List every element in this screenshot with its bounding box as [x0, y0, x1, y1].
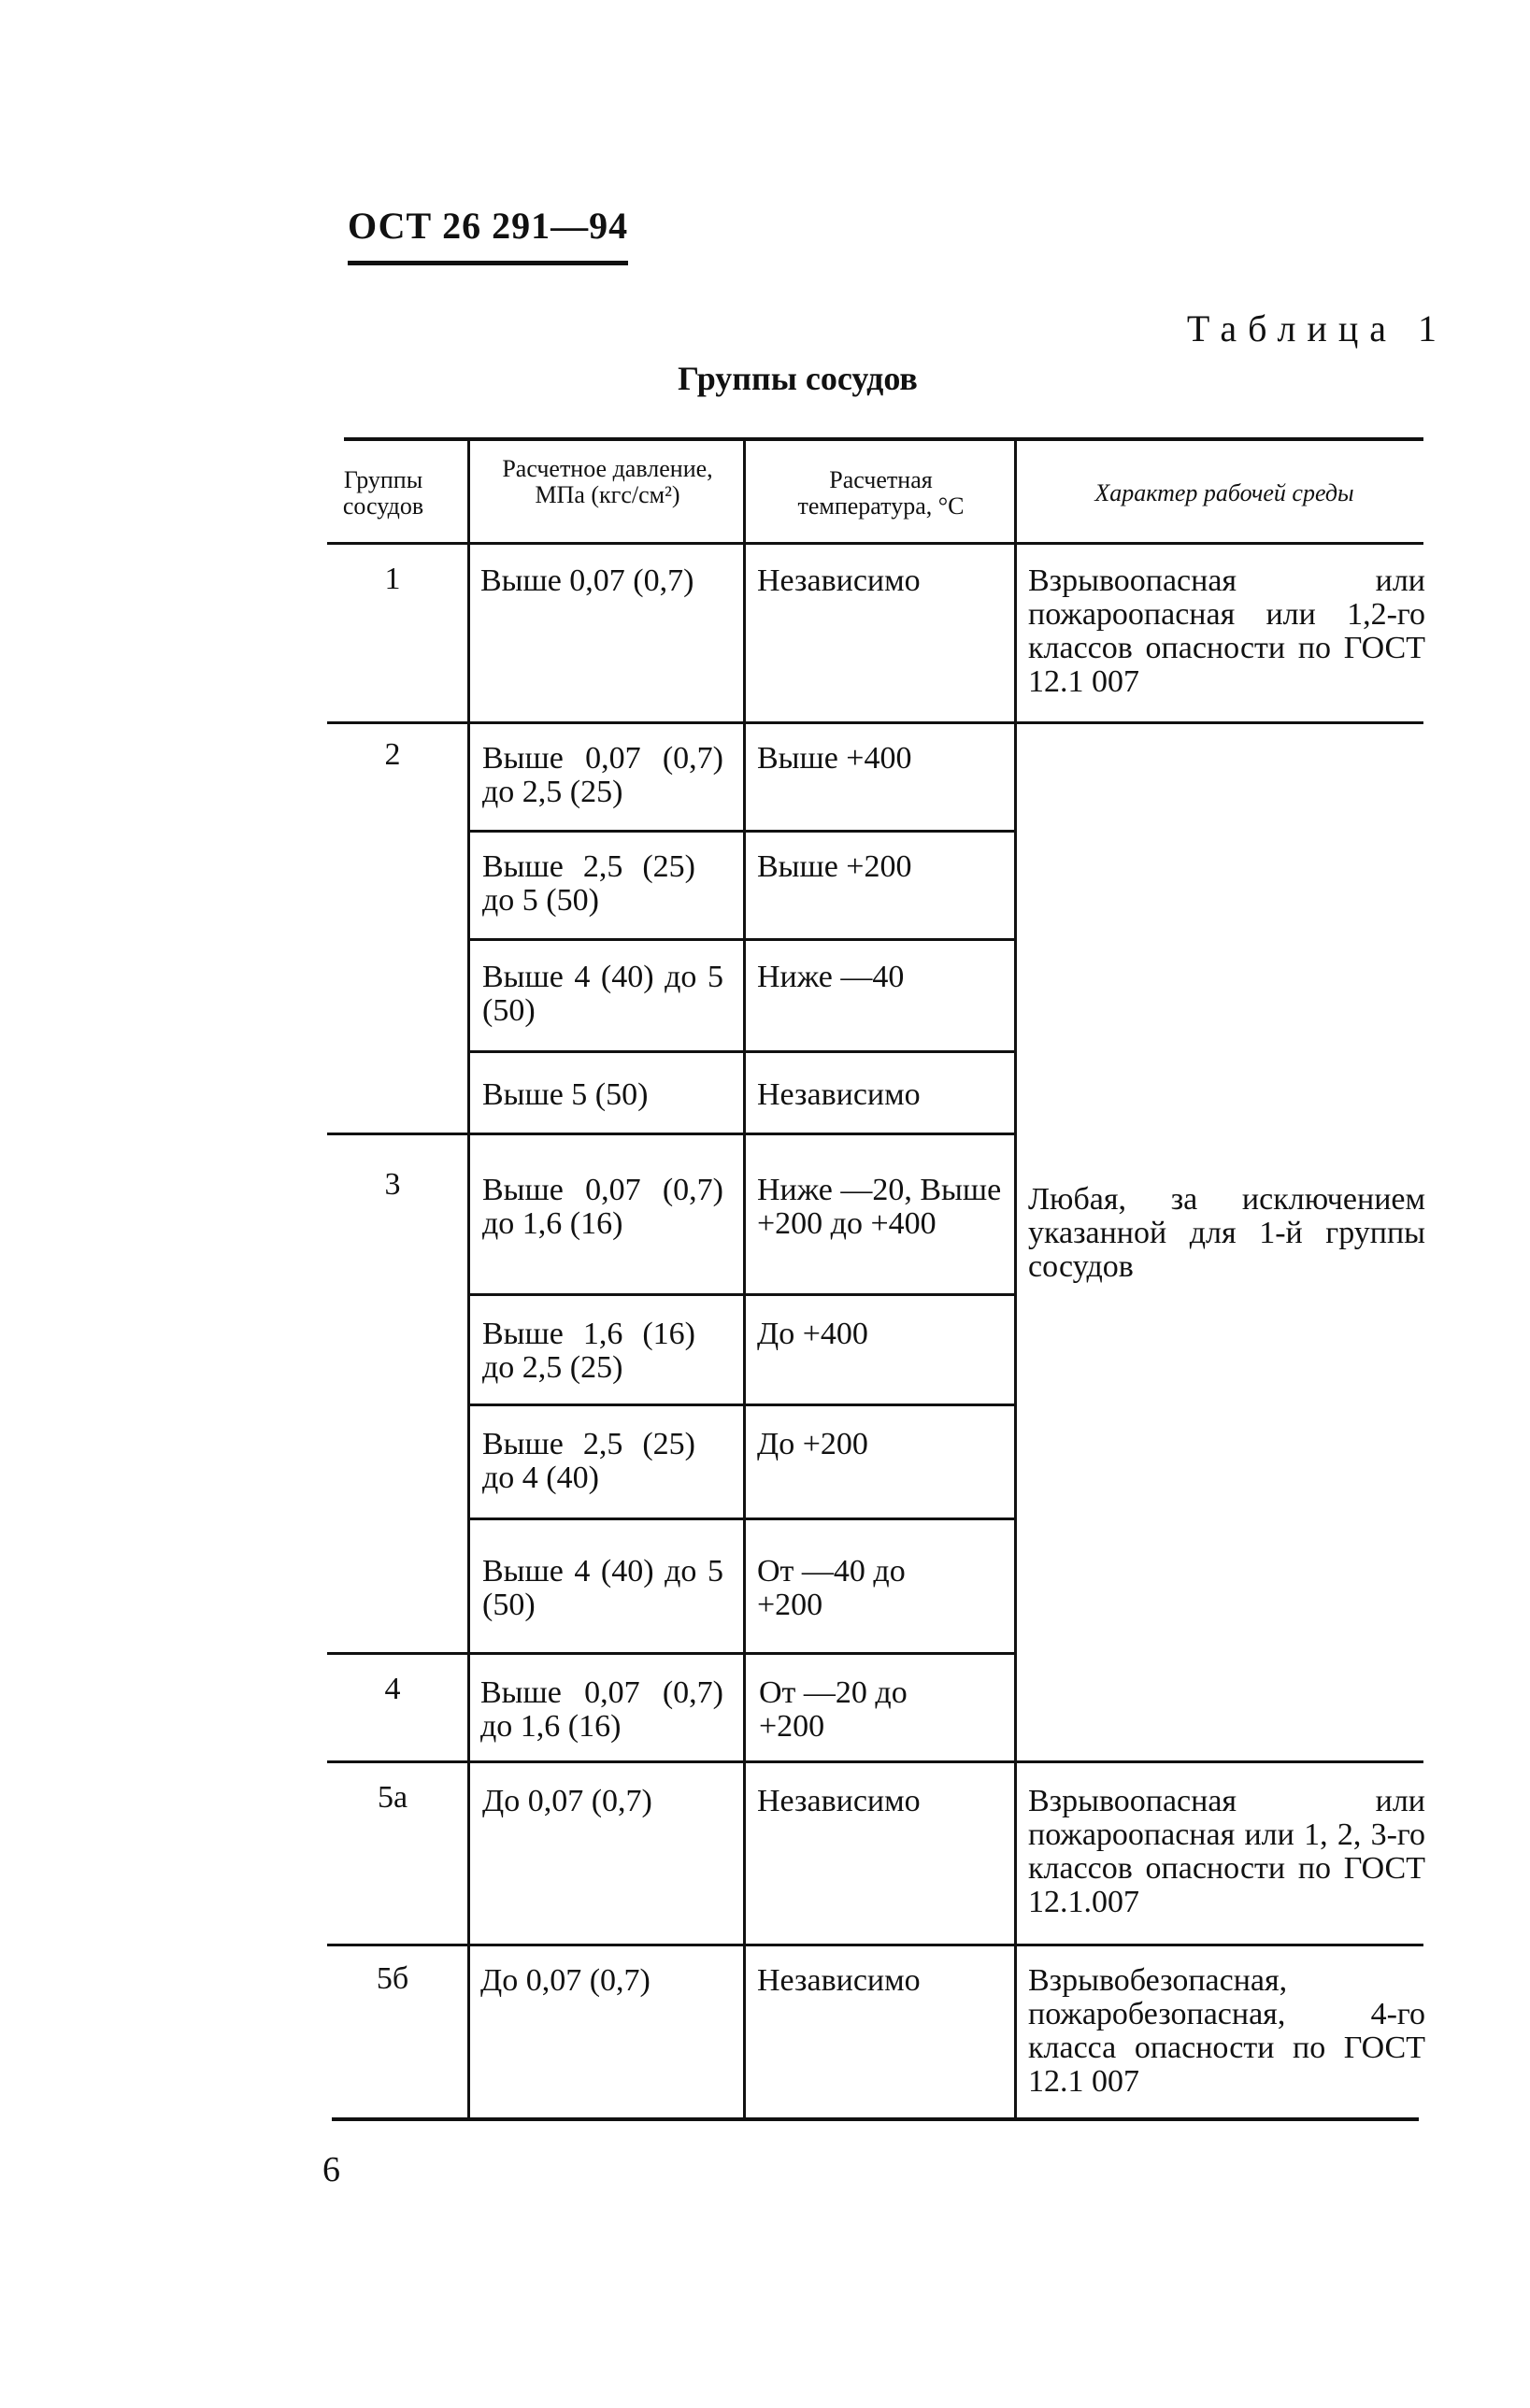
- column-divider: [743, 439, 746, 2117]
- pressure-cell: Выше 1,6 (16) до 2,5 (25): [482, 1317, 695, 1385]
- temperature-cell: Независимо: [757, 563, 921, 598]
- group-number: 5а: [377, 1780, 408, 1815]
- pressure-cell: Выше 0,07 (0,7) до 1,6 (16): [482, 1173, 723, 1241]
- pressure-cell: До 0,07 (0,7): [480, 1963, 651, 1998]
- row-divider: [467, 1403, 1014, 1406]
- temperature-cell: Выше +200: [757, 849, 912, 884]
- medium-cell: Взрывоопасная или пожароопасная или 1,2-го классов опасности по ГОСТ 12.1 007: [1028, 563, 1425, 699]
- temperature-cell: От —40 до +200: [757, 1554, 906, 1622]
- table-title: Группы сосудов: [678, 360, 918, 397]
- temperature-cell: Ниже —40: [757, 960, 905, 994]
- table-bottom-rule: [332, 2117, 1419, 2121]
- medium-cell: Взрывоопасная или пожароопасная или 1, 2, 3-го классов опасности по ГОСТ 12.1.007: [1028, 1784, 1425, 1919]
- temperature-cell: Выше +400: [757, 741, 912, 776]
- temperature-cell: Независимо: [757, 1784, 921, 1818]
- pressure-cell: Выше 2,5 (25) до 4 (40): [482, 1427, 695, 1495]
- temperature-cell: До +400: [757, 1317, 868, 1351]
- pressure-cell: Выше 0,07 (0,7) до 1,6 (16): [480, 1675, 723, 1744]
- row-divider: [467, 938, 1014, 941]
- row-divider: [327, 1944, 1423, 1946]
- row-divider: [327, 721, 1423, 724]
- pressure-cell: Выше 4 (40) до 5 (50): [482, 1554, 723, 1622]
- group-number: 2: [384, 737, 401, 772]
- group-number: 4: [384, 1672, 401, 1706]
- pressure-cell: До 0,07 (0,7): [482, 1784, 652, 1818]
- table-top-rule: [344, 437, 1423, 441]
- pressure-cell: Выше 0,07 (0,7) до 2,5 (25): [482, 741, 723, 809]
- table-number-label: Таблица 1: [1186, 307, 1448, 349]
- group-number: 5б: [376, 1961, 409, 1996]
- pressure-cell: Выше 4 (40) до 5 (50): [482, 960, 723, 1028]
- page-number: 6: [322, 2150, 340, 2189]
- temperature-cell: От —20 до +200: [759, 1675, 908, 1744]
- row-divider: [467, 1050, 1014, 1053]
- temperature-cell: Независимо: [757, 1077, 921, 1112]
- group-number: 1: [384, 562, 401, 596]
- row-divider: [467, 830, 1014, 833]
- row-divider: [327, 1133, 1014, 1135]
- group-number: 3: [384, 1167, 401, 1202]
- column-header-pressure: Расчетное давление, МПа (кгс/см²): [502, 455, 713, 508]
- header-bottom-rule: [327, 542, 1423, 545]
- temperature-cell: Ниже —20, Выше +200 до +400: [757, 1173, 1002, 1241]
- row-divider: [327, 1652, 1014, 1655]
- column-divider: [1014, 439, 1017, 2117]
- temperature-cell: До +200: [757, 1427, 868, 1461]
- pressure-cell: Выше 0,07 (0,7): [480, 563, 694, 598]
- row-divider: [467, 1517, 1014, 1520]
- medium-cell-merged: Любая, за исключением указанной для 1-й группы сосудов: [1028, 1182, 1425, 1284]
- column-header-medium: Характер рабочей среды: [1094, 479, 1354, 506]
- temperature-cell: Независимо: [757, 1963, 921, 1998]
- pressure-cell: Выше 2,5 (25) до 5 (50): [482, 849, 695, 918]
- row-divider: [327, 1760, 1423, 1763]
- column-header-temperature: Расчетная температура, °С: [797, 466, 965, 520]
- document-code: ОСТ 26 291—94: [348, 204, 628, 265]
- column-header-group: Группы сосудов: [342, 466, 424, 520]
- row-divider: [467, 1293, 1014, 1296]
- pressure-cell: Выше 5 (50): [482, 1077, 649, 1112]
- medium-cell: Взрывобезопасная, пожаробезопасная, 4-го класса опасности по ГОСТ 12.1 007: [1028, 1963, 1425, 2099]
- column-divider: [467, 439, 470, 2117]
